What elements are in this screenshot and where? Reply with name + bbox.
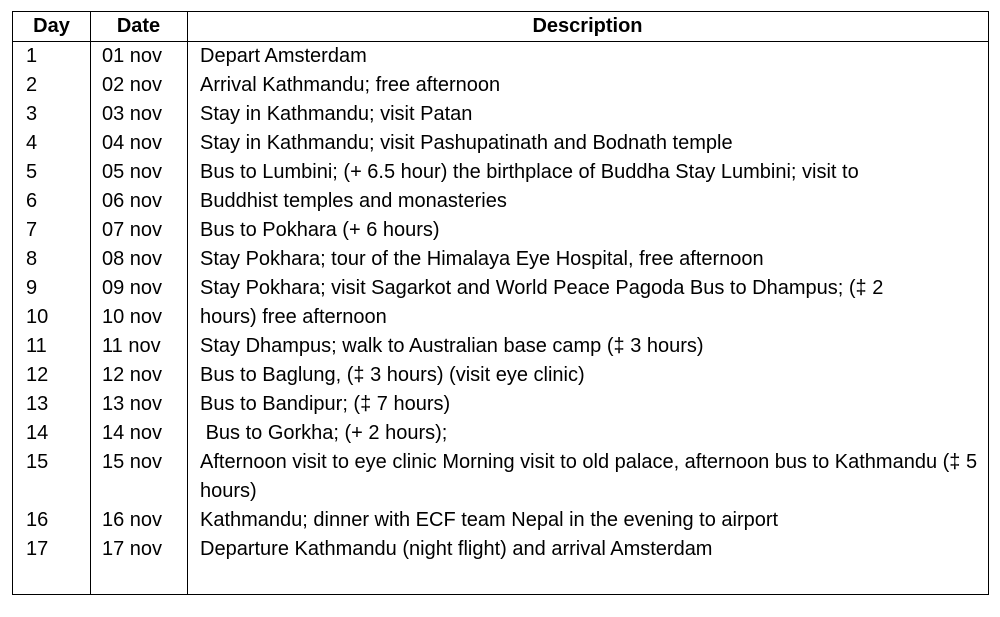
description-cell: Stay in Kathmandu; visit Pashupatinath and Bodnath temple — [200, 132, 733, 154]
date-cell: 09 nov — [102, 277, 163, 299]
description-cell: Bus to Lumbini; (+ 6.5 hour) the birthplace of Buddha Stay Lumbini; visit to — [200, 161, 859, 183]
table-row — [13, 274, 988, 303]
description-cell: Stay in Kathmandu; visit Patan — [200, 103, 473, 125]
date-cell: 13 nov — [102, 393, 163, 415]
header-date: Date — [116, 15, 161, 37]
day-cell: 17 — [26, 538, 49, 560]
description-cell: Arrival Kathmandu; free afternoon — [200, 74, 501, 96]
table-row — [13, 332, 988, 361]
table-row — [13, 216, 988, 245]
date-cell: 05 nov — [102, 161, 163, 183]
date-cell: 06 nov — [102, 190, 163, 212]
description-cell: Stay Pokhara; visit Sagarkot and World Peace Pagoda Bus to Dhampus; (‡ 2 — [200, 277, 884, 299]
day-cell: 15 — [26, 451, 49, 473]
description-cell: Bus to Gorkha; (+ 2 hours); — [200, 422, 448, 444]
table-row — [13, 129, 988, 158]
date-cell: 10 nov — [102, 306, 163, 328]
table-row — [13, 448, 988, 506]
description-cell: Depart Amsterdam — [200, 45, 367, 67]
day-cell: 3 — [26, 103, 38, 125]
table-row — [13, 245, 988, 274]
date-cell: 11 nov — [102, 335, 161, 357]
description-cell: Bus to Baglung, (‡ 3 hours) (visit eye clinic) — [200, 364, 585, 386]
day-cell: 13 — [26, 393, 49, 415]
day-cell: 7 — [26, 219, 38, 241]
date-cell: 17 nov — [102, 538, 163, 560]
table-row — [13, 100, 988, 129]
date-cell: 02 nov — [102, 74, 163, 96]
day-cell: 10 — [26, 306, 49, 328]
description-cell: Kathmandu; dinner with ECF team Nepal in the evening to airport — [200, 509, 779, 531]
description-cell: Stay Pokhara; tour of the Himalaya Eye Hospital, free afternoon — [200, 248, 764, 270]
day-cell: 16 — [26, 509, 49, 531]
table-row — [13, 361, 988, 390]
day-cell: 12 — [26, 364, 49, 386]
date-cell: 14 nov — [102, 422, 163, 444]
description-cell: Departure Kathmandu (night flight) and arrival Amsterdam — [200, 538, 713, 560]
table-row — [13, 158, 988, 187]
description-cell: Buddhist temples and monasteries — [200, 190, 507, 212]
description-cell: Stay Dhampus; walk to Australian base camp (‡ 3 hours) — [200, 335, 704, 357]
table-body — [13, 42, 988, 564]
table-row — [13, 42, 988, 71]
day-cell: 2 — [26, 74, 38, 96]
description-cell: hours) free afternoon — [200, 306, 387, 328]
date-cell: 16 nov — [102, 509, 163, 531]
day-cell: 14 — [26, 422, 49, 444]
table-row — [13, 303, 988, 332]
table-row — [13, 419, 988, 448]
header-day: Day — [33, 15, 70, 37]
table-row — [13, 390, 988, 419]
table-row — [13, 506, 988, 535]
table-row — [13, 535, 988, 564]
table-row — [13, 187, 988, 216]
day-cell: 1 — [26, 45, 38, 67]
date-cell: 04 nov — [102, 132, 163, 154]
date-cell: 15 nov — [102, 451, 163, 473]
itinerary-table — [12, 11, 989, 595]
date-cell: 03 nov — [102, 103, 163, 125]
day-cell: 6 — [26, 190, 38, 212]
day-cell: 4 — [26, 132, 38, 154]
date-cell: 08 nov — [102, 248, 163, 270]
description-cell: Bus to Pokhara (+ 6 hours) — [200, 219, 440, 241]
header-description: Description — [532, 15, 643, 37]
date-cell: 12 nov — [102, 364, 163, 386]
day-cell: 11 — [26, 335, 47, 357]
table-row — [13, 71, 988, 100]
table-header-row — [13, 12, 988, 41]
day-cell: 5 — [26, 161, 38, 183]
description-cell: Bus to Bandipur; (‡ 7 hours) — [200, 393, 451, 415]
date-cell: 01 nov — [102, 45, 163, 67]
day-cell: 8 — [26, 248, 38, 270]
day-cell: 9 — [26, 277, 38, 299]
date-cell: 07 nov — [102, 219, 163, 241]
description-cell: Afternoon visit to eye clinic Morning visit to old palace, afternoon bus to Kathmandu (‡ 5 hours) — [200, 451, 983, 502]
